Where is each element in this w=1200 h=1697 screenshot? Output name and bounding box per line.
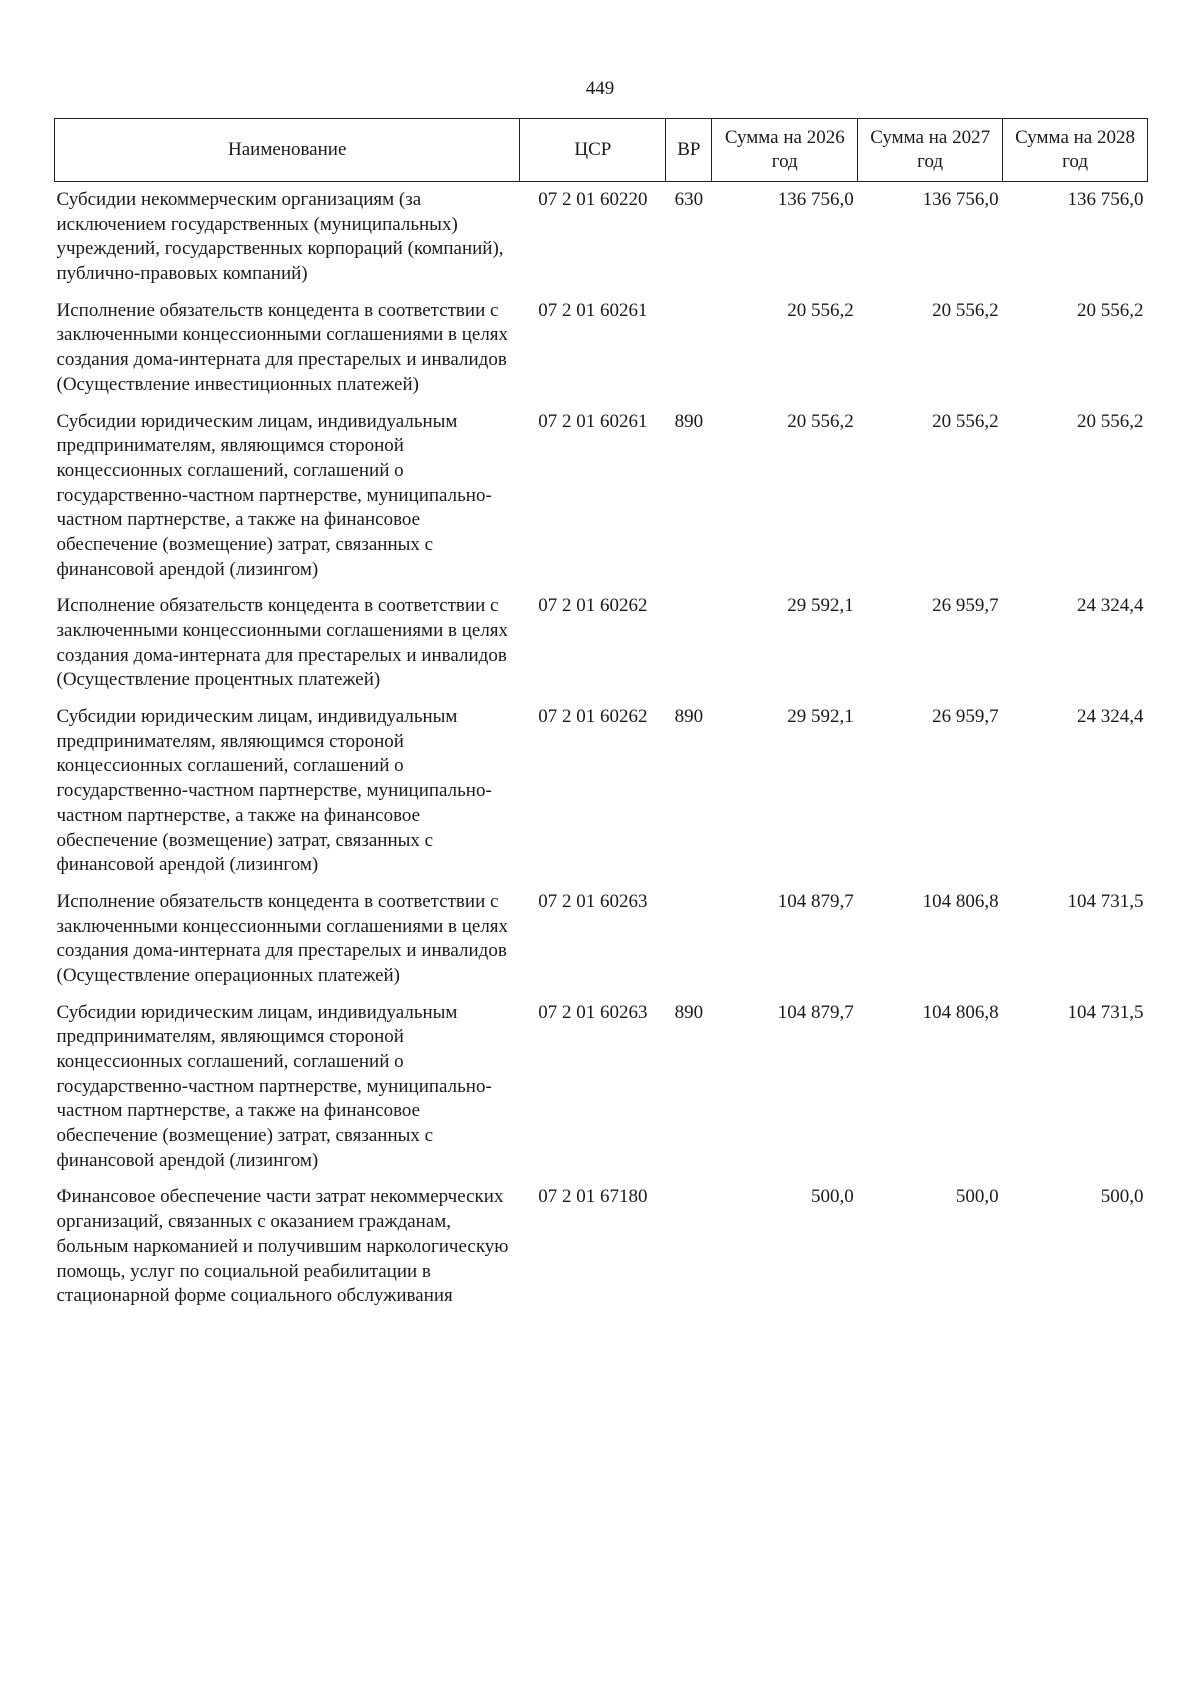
page-number: 449 [585, 78, 615, 99]
budget-table [54, 118, 1148, 1315]
table-row [55, 404, 1148, 589]
table-header [55, 119, 1148, 182]
row-vr [666, 293, 712, 404]
row-sum-2028: 104 731,5 [1067, 1001, 1144, 1023]
row-name: Субсидии юридическим лицам, индивидуальным предпринимателям, являющимся стороной концессионных соглашений, соглашений о государственно-частном партнерстве, муниципально-частном партнерстве, а также на финансовое обеспечение (возмещение) затрат, связанных с финансовой арендой (лизингом) [56, 1001, 492, 1171]
row-sum-2026: 104 879,7 [777, 1001, 854, 1023]
row-vr [666, 1179, 712, 1314]
row-sum-2028: 24 324,4 [1077, 595, 1144, 617]
row-sum-2026: 20 556,2 [787, 299, 854, 321]
row-csr: 07 2 01 60263 [538, 1001, 648, 1023]
row-sum-2027: 104 806,8 [922, 1001, 999, 1023]
row-sum-2026: 20 556,2 [787, 410, 854, 432]
row-sum-2028: 104 731,5 [1067, 890, 1144, 912]
header-row [55, 119, 1148, 182]
table-row [55, 182, 1148, 293]
header-csr: ЦСР [520, 119, 666, 182]
row-sum-2027: 26 959,7 [932, 595, 999, 617]
row-sum-2028: 20 556,2 [1077, 410, 1144, 432]
row-vr: 890 [674, 706, 704, 728]
row-sum-2028: 20 556,2 [1077, 299, 1144, 321]
row-csr: 07 2 01 67180 [538, 1186, 648, 1208]
row-vr [666, 588, 712, 699]
row-name: Исполнение обязательств концедента в соответствии с заключенными концессионными соглашениями в целях создания дома-интерната для престарелых и инвалидов (Осуществление процентных платежей) [56, 595, 509, 691]
row-name: Исполнение обязательств концедента в соответствии с заключенными концессионными соглашениями в целях создания дома-интерната для престарелых и инвалидов (Осуществление инвестиционных платежей) [56, 299, 509, 395]
row-sum-2026: 500,0 [810, 1186, 854, 1208]
row-name: Исполнение обязательств концедента в соответствии с заключенными концессионными соглашениями в целях создания дома-интерната для престарелых и инвалидов (Осуществление операционных платежей) [56, 890, 509, 986]
row-sum-2028: 136 756,0 [1067, 189, 1144, 210]
table-row [55, 1179, 1148, 1314]
row-vr: 890 [674, 410, 704, 432]
row-vr [666, 884, 712, 995]
table-row [55, 884, 1148, 995]
row-sum-2027: 20 556,2 [932, 299, 999, 321]
row-csr: 07 2 01 60262 [538, 595, 648, 617]
table-row [55, 699, 1148, 884]
row-csr: 07 2 01 60262 [538, 706, 648, 728]
table-row [55, 995, 1148, 1180]
row-name: Финансовое обеспечение части затрат некоммерческих организаций, связанных с оказанием гражданам, больным наркоманией и получившим наркологическую помощь, услуг по социальной реабилитации в стационарной форме социального обслуживания [56, 1186, 509, 1307]
header-sum-2026: Сумма на 2026 год [712, 119, 858, 182]
row-csr: 07 2 01 60220 [538, 189, 648, 210]
row-csr: 07 2 01 60261 [538, 410, 648, 432]
table-row [55, 293, 1148, 404]
row-name: Субсидии юридическим лицам, индивидуальным предпринимателям, являющимся стороной концессионных соглашений, соглашений о государственно-частном партнерстве, муниципально-частном партнерстве, а также на финансовое обеспечение (возмещение) затрат, связанных с финансовой арендой (лизингом) [56, 706, 492, 876]
header-vr: ВР [666, 119, 712, 182]
row-csr: 07 2 01 60261 [538, 299, 648, 321]
row-sum-2027: 500,0 [955, 1186, 999, 1208]
row-sum-2026: 104 879,7 [777, 890, 854, 912]
row-sum-2026: 136 756,0 [777, 189, 854, 210]
row-name: Субсидии юридическим лицам, индивидуальным предпринимателям, являющимся стороной концессионных соглашений, соглашений о государственно-частном партнерстве, муниципально-частном партнерстве, а также на финансовое обеспечение (возмещение) затрат, связанных с финансовой арендой (лизингом) [56, 410, 492, 580]
header-sum-2027: Сумма на 2027 год [858, 119, 1003, 182]
row-sum-2027: 104 806,8 [922, 890, 999, 912]
row-sum-2028: 500,0 [1100, 1186, 1144, 1208]
table-body [55, 182, 1148, 1315]
row-sum-2026: 29 592,1 [787, 595, 854, 617]
row-sum-2026: 29 592,1 [787, 706, 854, 728]
row-vr: 890 [674, 1001, 704, 1023]
table-row [55, 588, 1148, 699]
header-sum-2028: Сумма на 2028 год [1003, 119, 1148, 182]
row-sum-2027: 20 556,2 [932, 410, 999, 432]
row-csr: 07 2 01 60263 [538, 890, 648, 912]
header-name: Наименование [55, 119, 520, 182]
row-sum-2027: 136 756,0 [922, 189, 999, 210]
row-name: Субсидии некоммерческим организациям (за исключением государственных (муниципальных) учреждений, государственных корпораций (компаний), публично-правовых компаний) [56, 189, 504, 285]
row-sum-2027: 26 959,7 [932, 706, 999, 728]
row-vr: 630 [674, 189, 704, 210]
row-sum-2028: 24 324,4 [1077, 706, 1144, 728]
